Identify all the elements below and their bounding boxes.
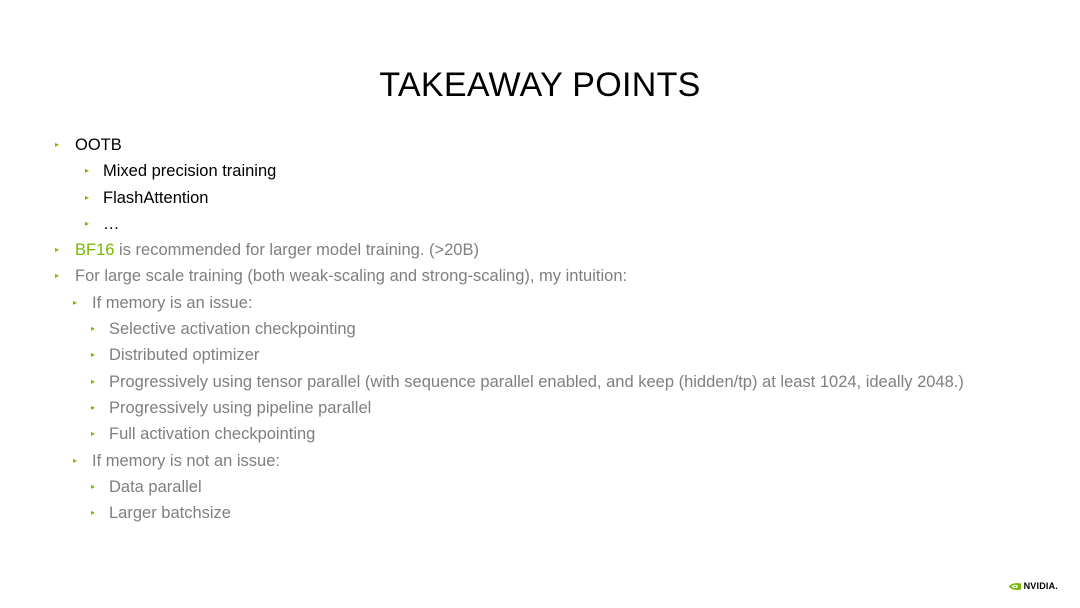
- bullet-selective-ckpt: [0, 316, 1060, 342]
- bullet-text: Distributed optimizer: [109, 346, 260, 365]
- bullet-text: …: [103, 214, 120, 233]
- bullet-text: Mixed precision training: [103, 162, 277, 181]
- bullet-data-parallel: [0, 474, 1060, 500]
- nvidia-wordmark: NVIDIA.: [1023, 581, 1058, 591]
- bf16-rest: is recommended for larger model training. (>20B): [114, 241, 479, 260]
- bullet-arrow-icon: ▸: [85, 192, 90, 202]
- slide-title: TAKEAWAY POINTS: [379, 66, 701, 104]
- bullet-arrow-icon: ▸: [85, 218, 90, 228]
- bullet-arrow-icon: ▸: [91, 402, 96, 412]
- bullet-text: [75, 237, 479, 263]
- bullet-larger-batch: [0, 500, 1060, 526]
- nvidia-eye-icon: [1008, 582, 1022, 591]
- bullet-arrow-icon: ▸: [73, 297, 78, 307]
- bullet-text: For large scale training (both weak-scaling and strong-scaling), my intuition:: [75, 267, 628, 286]
- bullet-large-scale: [0, 263, 1060, 289]
- bullet-arrow-icon: ▸: [55, 271, 60, 281]
- bullet-arrow-icon: ▸: [85, 166, 90, 176]
- bullet-arrow-icon: ▸: [55, 140, 60, 149]
- bullet-memory-issue: [0, 290, 1060, 316]
- bullet-text: Progressively using pipeline parallel: [109, 398, 372, 417]
- bullet-mixed-precision: [0, 158, 1060, 184]
- bullet-text: If memory is not an issue:: [92, 451, 280, 470]
- bullet-pipeline-parallel: [0, 395, 1060, 421]
- bullet-arrow-icon: ▸: [73, 455, 78, 465]
- bf16-highlight: BF16: [75, 241, 115, 260]
- bullet-arrow-icon: ▸: [91, 350, 96, 360]
- bullet-arrow-icon: ▸: [91, 481, 96, 491]
- bullet-text: FlashAttention: [103, 188, 209, 207]
- bullet-dist-optimizer: [0, 342, 1060, 368]
- nvidia-logo: [1008, 581, 1058, 591]
- bullet-arrow-icon: ▸: [91, 508, 96, 518]
- bullet-arrow-icon: ▸: [91, 324, 96, 334]
- bullet-memory-not-issue: [0, 448, 1060, 474]
- bullet-ootb: [0, 132, 1060, 158]
- bullet-text: Progressively using tensor parallel (with sequence parallel enabled, and keep (hidden/tp) at least 1024, ideally 2048.): [109, 372, 964, 391]
- bullet-flash-attention: [0, 185, 1060, 211]
- bullet-arrow-icon: ▸: [55, 245, 60, 255]
- bullet-text: Selective activation checkpointing: [109, 320, 356, 339]
- bullet-arrow-icon: ▸: [91, 376, 96, 386]
- bullet-tensor-parallel: [0, 369, 1060, 395]
- bullet-arrow-icon: ▸: [91, 429, 96, 439]
- bullet-text: If memory is an issue:: [92, 293, 253, 312]
- bullet-text: Larger batchsize: [109, 504, 231, 523]
- bullet-text: OOTB: [75, 136, 122, 154]
- bullet-list: [0, 132, 1060, 526]
- bullet-text: Full activation checkpointing: [109, 425, 316, 444]
- bullet-text: Data parallel: [109, 477, 202, 496]
- bullet-full-ckpt: [0, 421, 1060, 447]
- bullet-ellipsis: [0, 211, 1060, 237]
- bullet-bf16: [0, 237, 1060, 263]
